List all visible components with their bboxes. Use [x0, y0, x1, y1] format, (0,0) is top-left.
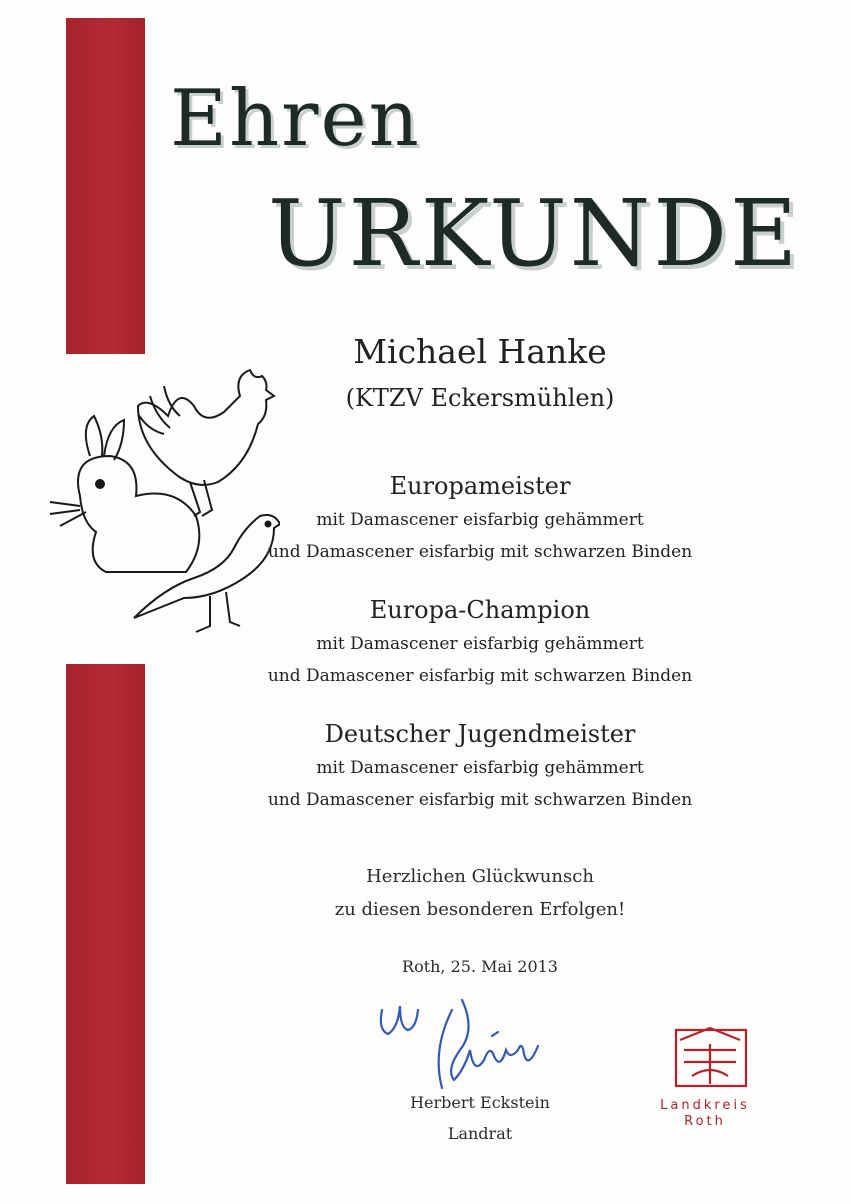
signatory-name: Herbert Eckstein — [410, 1093, 550, 1112]
handwritten-signature — [372, 990, 582, 1090]
award-line: und Damascener eisfarbig mit schwarzen Binden — [267, 790, 693, 810]
recipient-club: (KTZV Eckersmühlen) — [345, 384, 615, 412]
award-line: mit Damascener eisfarbig gehämmert — [316, 758, 644, 778]
award-title: Deutscher Jugendmeister — [324, 720, 636, 748]
award-title: Europameister — [389, 472, 571, 500]
award-line: mit Damascener eisfarbig gehämmert — [316, 634, 644, 654]
header-urkunde: URKUNDE — [268, 180, 801, 287]
award-title: Europa-Champion — [369, 596, 591, 624]
logo-label: Landkreis — [660, 1098, 750, 1113]
animals-illustration — [40, 356, 280, 646]
signatory-role: Landrat — [447, 1124, 513, 1143]
award-line: und Damascener eisfarbig mit schwarzen Binden — [267, 666, 693, 686]
header-ehren: Ehren — [170, 74, 421, 164]
recipient-name: Michael Hanke — [353, 332, 607, 371]
logo-label: Roth — [684, 1114, 726, 1129]
decorative-red-bar-top — [66, 18, 145, 354]
congratulation-line: zu diesen besonderen Erfolgen! — [334, 899, 626, 920]
logo-emblem-icon — [640, 1020, 770, 1094]
decorative-red-bar-bottom — [66, 664, 145, 1184]
congratulation-line: Herzlichen Glückwunsch — [366, 866, 594, 887]
place-date: Roth, 25. Mai 2013 — [402, 957, 558, 976]
award-line: und Damascener eisfarbig mit schwarzen Binden — [267, 542, 693, 562]
award-line: mit Damascener eisfarbig gehämmert — [316, 510, 644, 530]
landkreis-roth-logo — [640, 1020, 770, 1130]
